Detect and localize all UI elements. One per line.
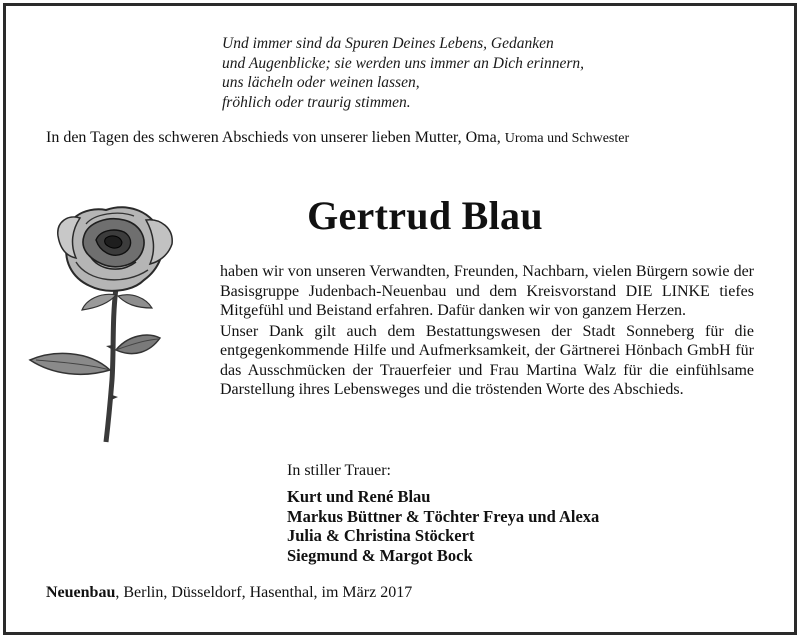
intro-text (46, 128, 746, 148)
thank-you-text (220, 262, 754, 401)
mourner-name: Siegmund & Margot Bock (287, 545, 473, 565)
mourner-name: Julia & Christina Stöckert (287, 526, 475, 545)
intro-small: Uroma und Schwester (504, 131, 630, 146)
body-paragraph: Unser Dank gilt auch dem Bestattungswesen der Stadt Sonneberg für die entgegenkommende Hilfe und Aufmerksamkeit, der Gärtnerei Hönbach GmbH für das Ausschmücken der Trauerfeier und Frau Martina Walz für die einfühlsame Darstellung ihres Lebensweges und die tröstenden Worte des Abschieds. (220, 322, 754, 398)
place-date-line (46, 583, 412, 603)
footer-rest: , Berlin, Düsseldorf, Hasenthal, im März 2017 (115, 584, 413, 601)
poem-line: uns lächeln oder weinen lassen, (222, 74, 420, 91)
mourning-label: In stiller Trauer: (287, 462, 391, 479)
footer-place: Neuenbau (46, 584, 116, 601)
memorial-poem (222, 34, 584, 112)
intro-main: In den Tagen des schweren Abschieds von unserer lieben Mutter, Oma, (46, 129, 501, 146)
poem-line: und Augenblicke; sie werden uns immer an Dich erinnern, (222, 54, 585, 72)
mourner-name: Kurt und René Blau (287, 487, 431, 506)
rose-icon (28, 200, 188, 445)
poem-line: fröhlich oder traurig stimmen. (222, 93, 411, 111)
deceased-name: Gertrud Blau (307, 193, 543, 238)
mourners-list (287, 487, 599, 565)
mourner-name: Markus Büttner & Töchter Freya und Alexa (287, 506, 600, 526)
body-paragraph: haben wir von unseren Verwandten, Freunden, Nachbarn, vielen Bürgern sowie der Basisgruppe Judenbach-Neuenbau und dem Kreisvorstand DIE LINKE tiefes Mitgefühl und Beistand erfahren. Dafür danken wir von ganzem Herzen. (220, 263, 754, 319)
poem-line: Und immer sind da Spuren Deines Lebens, Gedanken (222, 35, 554, 52)
